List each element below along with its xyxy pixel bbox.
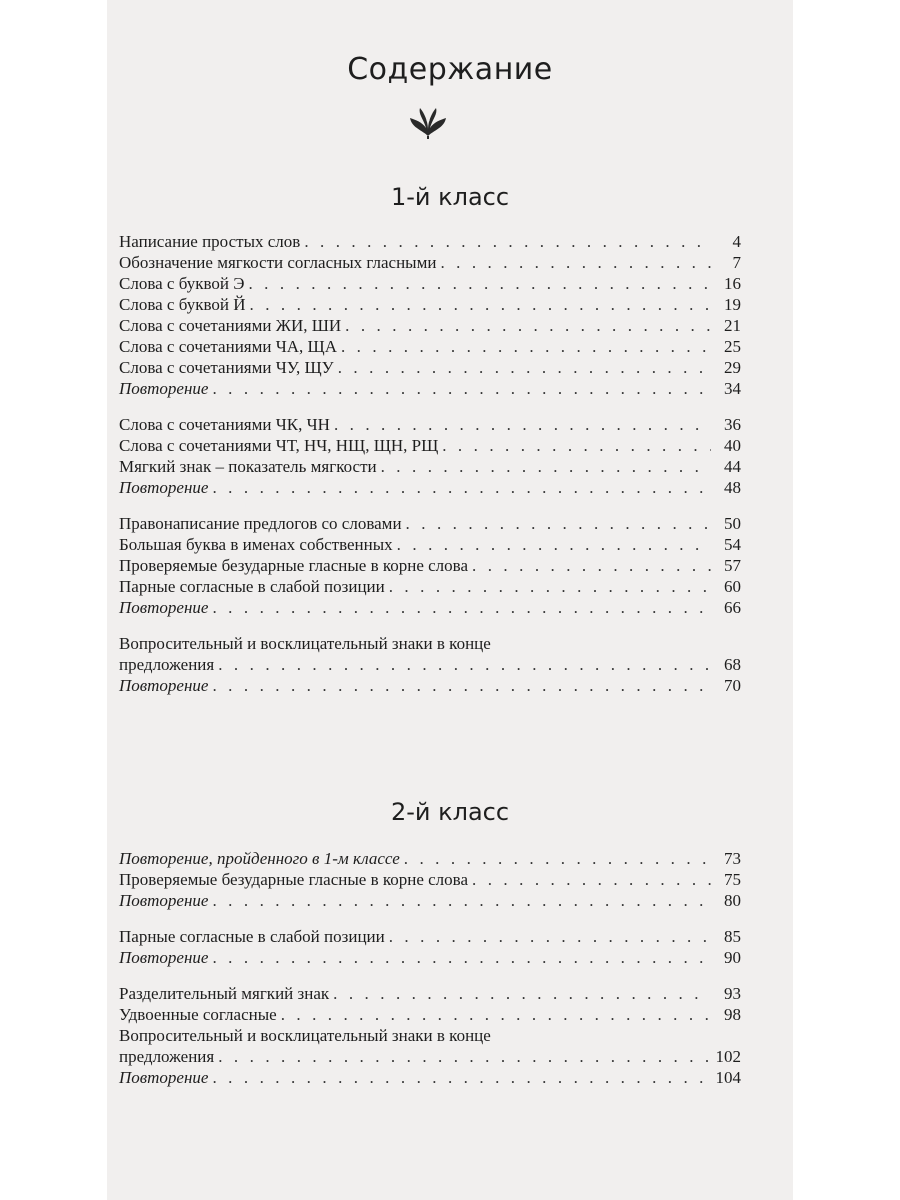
toc-page-number: 50 (724, 514, 741, 533)
section-heading-grade-1: 1-й класс (390, 183, 510, 211)
dot-leader (389, 576, 711, 597)
toc-entry-title: Удвоенные согласные (119, 1005, 277, 1024)
toc-entry-title: Парные согласные в слабой позиции (119, 577, 385, 596)
dot-leader (472, 555, 711, 576)
toc-entry (119, 513, 741, 534)
toc-page-number: 70 (724, 676, 741, 695)
toc-entry (119, 477, 741, 498)
toc-entry-title: Правонаписание предлогов со словами (119, 514, 402, 533)
dot-leader (440, 252, 711, 273)
dot-leader (389, 926, 711, 947)
toc-entry-title: Повторение (119, 676, 209, 695)
toc-page-number: 40 (724, 436, 741, 455)
toc-page-number: 25 (724, 337, 741, 356)
toc-entry (119, 983, 741, 1004)
toc-entry-title: Обозначение мягкости согласных гласными (119, 253, 437, 272)
toc-page-number: 4 (732, 232, 741, 251)
toc-page-number: 104 (715, 1068, 741, 1087)
group-spacer (119, 968, 741, 983)
toc-entry-title: Слова с сочетаниями ЖИ, ШИ (119, 316, 342, 335)
toc-entry (119, 315, 741, 336)
toc-page-number: 57 (724, 556, 741, 575)
toc-entry (119, 848, 741, 869)
toc-grade-1 (119, 231, 741, 696)
toc-page-number: 90 (724, 948, 741, 967)
dot-leader (334, 414, 711, 435)
toc-entry-title: Слова с буквой Й (119, 295, 246, 314)
toc-entry (119, 294, 741, 315)
section-heading-grade-2: 2-й класс (390, 798, 510, 826)
toc-page-number: 54 (724, 535, 741, 554)
toc-entry-title: Слова с сочетаниями ЧУ, ЩУ (119, 358, 334, 377)
toc-page-number: 93 (724, 984, 741, 1003)
toc-entry-title: Проверяемые безударные гласные в корне слова (119, 556, 469, 575)
dot-leader (304, 231, 711, 252)
toc-page-number: 48 (724, 478, 741, 497)
toc-entry-title: Слова с сочетаниями ЧК, ЧН (119, 415, 330, 434)
toc-entry (119, 456, 741, 477)
toc-page-number: 102 (715, 1047, 741, 1066)
toc-entry (119, 926, 741, 947)
toc-entry-title: Проверяемые безударные гласные в корне слова (119, 870, 469, 889)
toc-page-number: 36 (724, 415, 741, 434)
dot-leader (341, 336, 711, 357)
toc-entry-title-continued: предложения (119, 1047, 215, 1066)
toc-entry-title: Повторение (119, 598, 209, 617)
toc-page-number: 19 (724, 295, 741, 314)
toc-entry (119, 1004, 741, 1025)
toc-page-number: 73 (724, 849, 741, 868)
toc-entry (119, 357, 741, 378)
dot-leader (406, 513, 711, 534)
dot-leader (250, 294, 711, 315)
dot-leader (212, 477, 711, 498)
leaf-ornament-icon (408, 106, 448, 140)
dot-leader (218, 654, 711, 675)
toc-page-number: 16 (724, 274, 741, 293)
toc-entry-title: Повторение (119, 379, 209, 398)
dot-leader (345, 315, 711, 336)
toc-entry (119, 597, 741, 618)
dot-leader (218, 1046, 711, 1067)
page-title: Содержание (347, 52, 553, 87)
dot-leader (404, 848, 711, 869)
toc-page-number: 75 (724, 870, 741, 889)
toc-page-number: 21 (724, 316, 741, 335)
group-spacer (119, 498, 741, 513)
toc-page-number: 80 (724, 891, 741, 910)
toc-page-number: 7 (732, 253, 741, 272)
dot-leader (212, 597, 711, 618)
toc-entry-title-continued: предложения (119, 655, 215, 674)
toc-entry (119, 231, 741, 252)
group-spacer (119, 618, 741, 633)
toc-entry (119, 252, 741, 273)
toc-page-number: 44 (724, 457, 741, 476)
toc-entry-title: Повторение (119, 1068, 209, 1087)
toc-entry-title: Разделительный мягкий знак (119, 984, 330, 1003)
toc-entry (119, 869, 741, 890)
toc-page-number: 34 (724, 379, 741, 398)
dot-leader (212, 1067, 711, 1088)
toc-entry (119, 1025, 741, 1067)
toc-entry-title: Слова с буквой Э (119, 274, 245, 293)
toc-grade-2 (119, 848, 741, 1088)
dot-leader (212, 378, 711, 399)
toc-entry (119, 273, 741, 294)
toc-entry-title: Повторение, пройденного в 1-м классе (119, 849, 400, 868)
toc-entry-title: Мягкий знак – показатель мягкости (119, 457, 377, 476)
toc-entry (119, 675, 741, 696)
toc-entry (119, 947, 741, 968)
toc-entry (119, 633, 741, 675)
toc-page-number: 85 (724, 927, 741, 946)
dot-leader (442, 435, 711, 456)
toc-entry-title: Повторение (119, 891, 209, 910)
toc-entry-title: Написание простых слов (119, 232, 301, 251)
toc-entry-title: Слова с сочетаниями ЧТ, НЧ, НЩ, ЩН, РЩ (119, 436, 439, 455)
toc-entry-title: Парные согласные в слабой позиции (119, 927, 385, 946)
toc-entry-title: Вопросительный и восклицательный знаки в конце (119, 1026, 491, 1045)
dot-leader (212, 890, 711, 911)
toc-entry-title: Большая буква в именах собственных (119, 535, 393, 554)
toc-entry (119, 890, 741, 911)
toc-entry-title: Повторение (119, 478, 209, 497)
toc-entry (119, 435, 741, 456)
dot-leader (333, 983, 711, 1004)
toc-page-number: 68 (724, 655, 741, 674)
toc-page-number: 60 (724, 577, 741, 596)
toc-entry (119, 414, 741, 435)
toc-entry (119, 378, 741, 399)
dot-leader (472, 869, 711, 890)
toc-page-number: 29 (724, 358, 741, 377)
toc-page-number: 98 (724, 1005, 741, 1024)
dot-leader (381, 456, 711, 477)
toc-entry (119, 1067, 741, 1088)
dot-leader (212, 675, 711, 696)
dot-leader (281, 1004, 711, 1025)
toc-entry (119, 336, 741, 357)
toc-entry (119, 534, 741, 555)
toc-entry-title: Слова с сочетаниями ЧА, ЩА (119, 337, 337, 356)
group-spacer (119, 911, 741, 926)
toc-entry-title: Вопросительный и восклицательный знаки в конце (119, 634, 491, 653)
dot-leader (397, 534, 711, 555)
dot-leader (248, 273, 711, 294)
toc-entry (119, 576, 741, 597)
dot-leader (338, 357, 711, 378)
toc-page-number: 66 (724, 598, 741, 617)
toc-entry (119, 555, 741, 576)
book-page (107, 0, 793, 1200)
dot-leader (212, 947, 711, 968)
group-spacer (119, 399, 741, 414)
toc-entry-title: Повторение (119, 948, 209, 967)
